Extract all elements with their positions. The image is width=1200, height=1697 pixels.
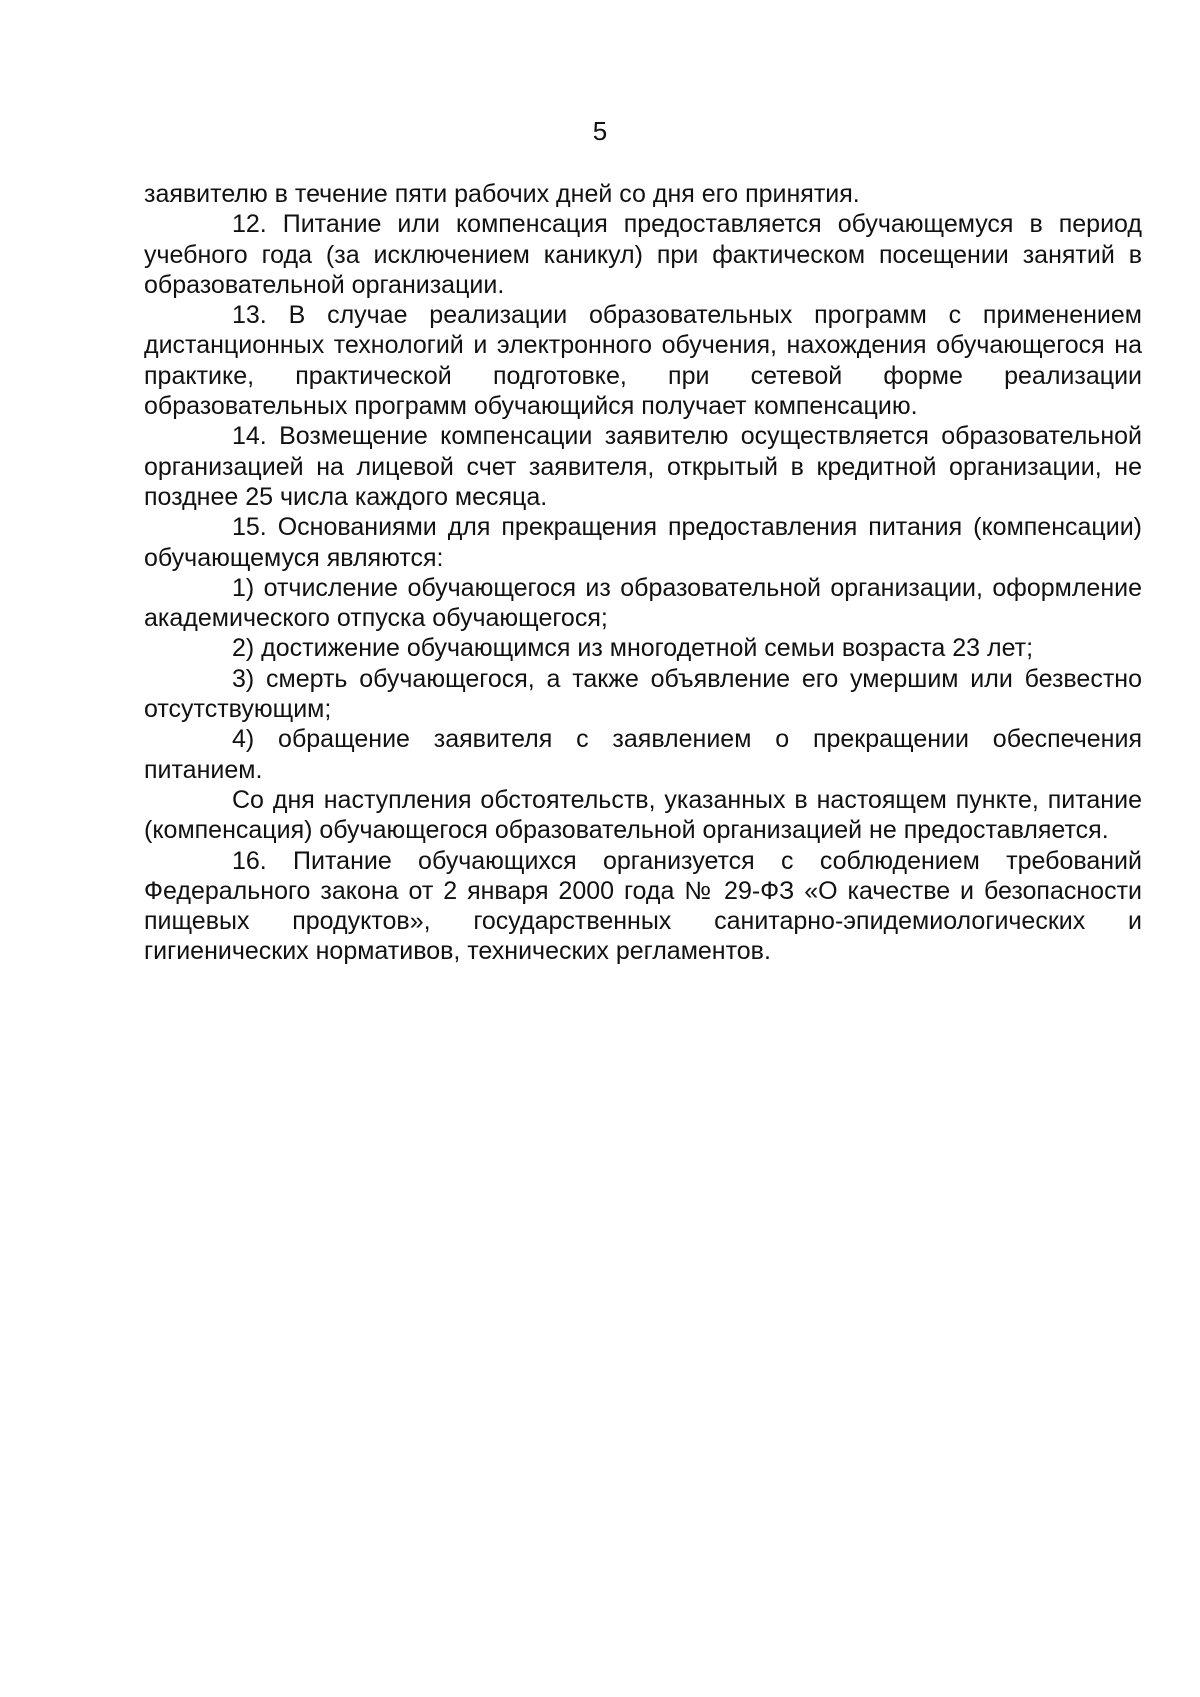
paragraph-15-item-3: 3) смерть обучающегося, а также объявление его умершим или безвестно отсутствующим; xyxy=(144,664,1142,724)
paragraph-16: 16. Питание обучающихся организуется с соблюдением требований Федерального закона от 2 января 2000 года № 29-ФЗ «О качестве и безопасности пищевых продуктов», государственных санитарно-эпидемиологических и гигиенических нормативов, технических регламентов. xyxy=(144,846,1142,966)
paragraph-15-item-2: 2) достижение обучающимся из многодетной семьи возраста 23 лет; xyxy=(232,634,1034,663)
paragraph-15: 15. Основаниями для прекращения предоставления питания (компенсации) обучающемуся являются: xyxy=(144,513,1142,572)
paragraph-15-closing: Со дня наступления обстоятельств, указанных в настоящем пункте, питание (компенсация) обучающегося образовательной организацией не предоставляется. xyxy=(144,785,1142,845)
paragraph-15-item-4: 4) обращение заявителя с заявлением о прекращении обеспечения питанием. xyxy=(144,725,1142,784)
paragraph-13: 13. В случае реализации образовательных программ с применением дистанционных технологий и электронного обучения, нахождения обучающегося на практике, практической подготовке, при сетевой форме реализации образовательных программ обучающийся получает компенсацию. xyxy=(144,301,1142,421)
paragraph-12: 12. Питание или компенсация предоставляется обучающемуся в период учебного года (за исключением каникул) при фактическом посещении занятий в образовательной организации. xyxy=(144,210,1142,299)
paragraph-15-item-1: 1) отчисление обучающегося из образовательной организации, оформление академического отпуска обучающегося; xyxy=(144,573,1142,633)
paragraph-continuation: заявителю в течение пяти рабочих дней со дня его принятия. xyxy=(144,180,860,208)
page-number: 5 xyxy=(592,116,608,146)
document-body xyxy=(144,179,1142,967)
paragraph-14: 14. Возмещение компенсации заявителю осуществляется образовательной организацией на лицевой счет заявителя, открытый в кредитной организации, не позднее 25 числа каждого месяца. xyxy=(144,422,1142,511)
